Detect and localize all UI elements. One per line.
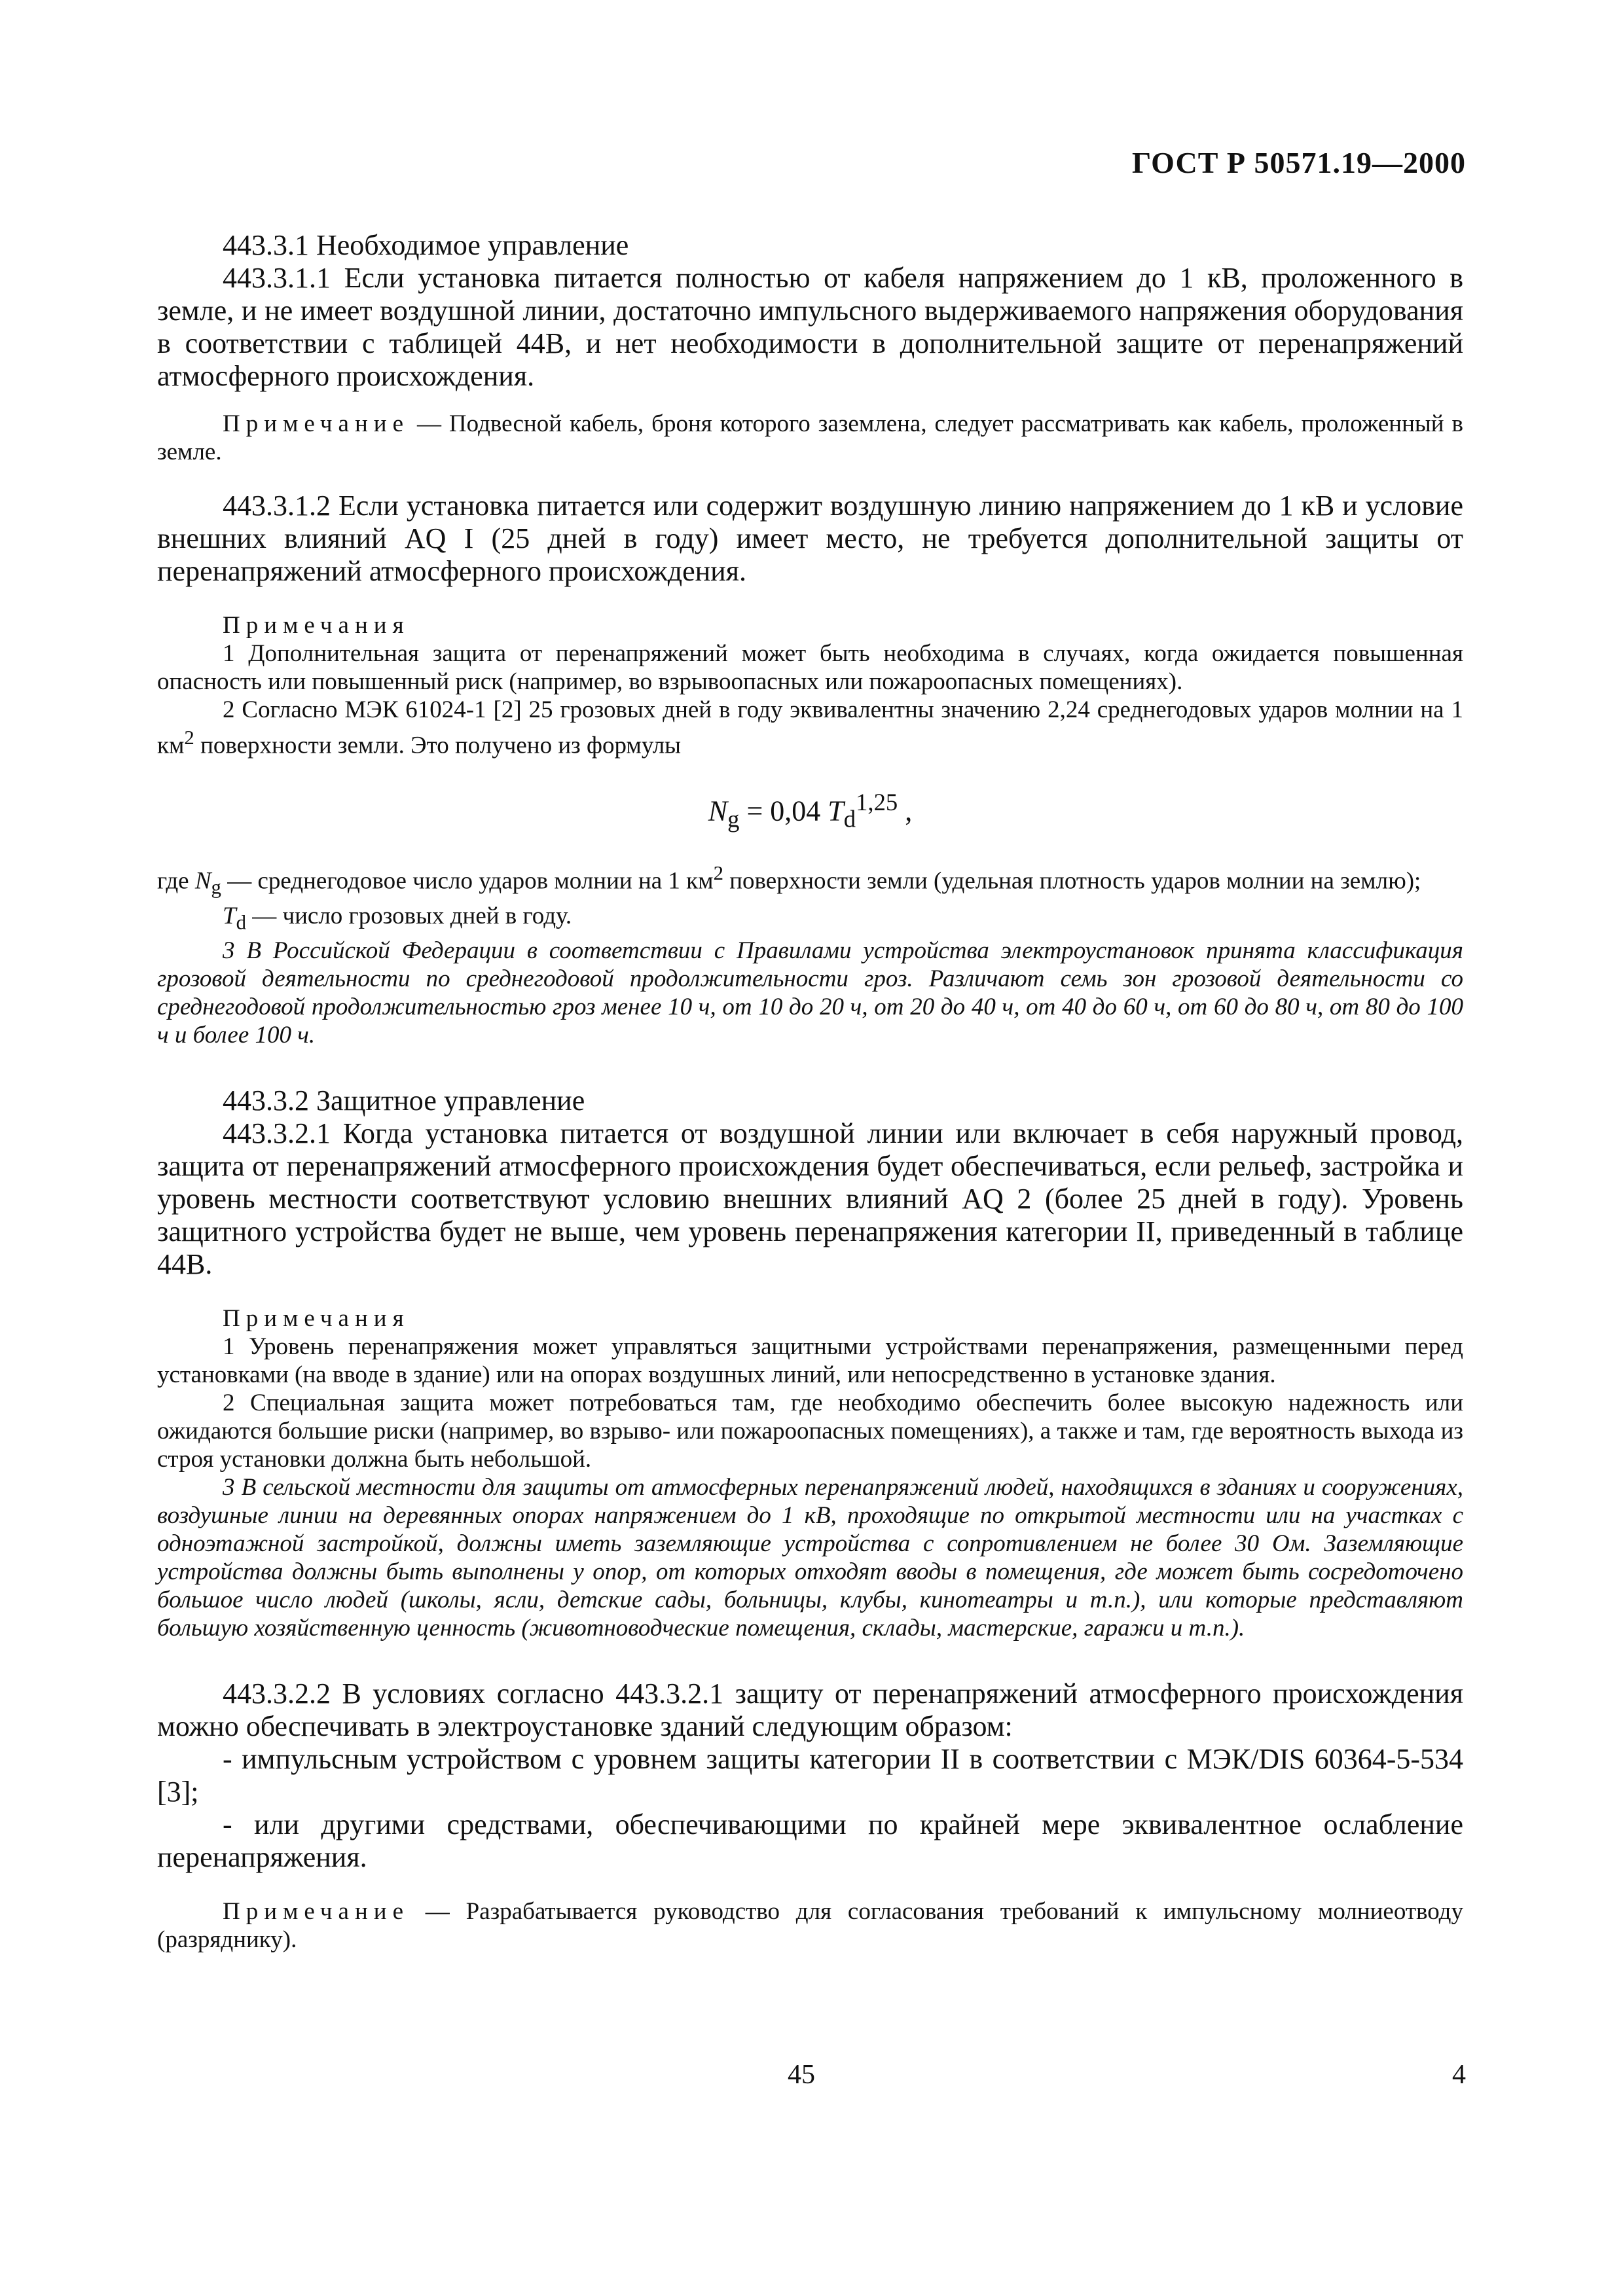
document-body bbox=[157, 229, 1463, 1954]
list-item: - импульсным устройством с уровнем защиты категории II в соответствии с МЭК/DIS 60364-5-534 [3]; bbox=[157, 1742, 1463, 1808]
sheet-number: 4 bbox=[1452, 2060, 1466, 2090]
note-item-2: 2 Согласно МЭК 61024-1 [2] 25 грозовых дней в году эквивалентны значению 2,24 среднегодовых ударов молнии на 1 $км^2$ поверхности земли. Это получено из формулы bbox=[157, 696, 1463, 759]
notes-label: Примечания bbox=[223, 612, 410, 639]
note-text: — Разрабатывается руководство для согласования требований к импульсному молниеотводу (разряднику). bbox=[157, 1897, 1463, 1953]
formula-definition-ng: где $N_g$ — среднегодовое число ударов молнии на 1 $км^2$ поверхности земли (удельная плотность ударов молнии на землю); bbox=[157, 861, 1421, 899]
note-item-1: 1 Дополнительная защита от перенапряжений может быть необходима в случаях, когда ожидается повышенная опасность или повышенный риск (например, во взрывоопасных или пожароопасных помещениях). bbox=[157, 640, 1463, 695]
note-443-3-1-1 bbox=[157, 410, 1463, 466]
section-heading-443-3-2: 443.3.2 Защитное управление bbox=[223, 1084, 585, 1117]
note-item-3: 3 В сельской местности для защиты от атмосферных перенапряжений людей, находящихся в зданиях и сооружениях, воздушные линии на деревянных опорах напряжением до 1 кВ, проходящие по открытой местности или на участках с одноэтажной застройкой, должны иметь заземляющие устройства с сопротивлением не более 30 Ом. Заземляющие устройства должны быть выполнены у опор, от которых отходят вводы в помещения, где может быть сосредоточено большое число людей (школы, ясли, детские сады, больницы, клубы, кинотеатры и т.п.), или которые представляют большую хозяйственную ценность (животноводческие помещения, склады, мастерские, гаражи и т.п.). bbox=[157, 1473, 1463, 1641]
note-item-2: 2 Специальная защита может потребоваться там, где необходимо обеспечить более высокую надежность или ожидаются большие риски (например, во взрыво- или пожароопасных помещениях), а также и там, где вероятность выхода из строя установки должна быть небольшой. bbox=[157, 1389, 1463, 1473]
page-number: 45 bbox=[788, 2060, 815, 2090]
section-heading-443-3-1: 443.3.1 Необходимое управление bbox=[223, 229, 629, 261]
paragraph-443-3-1-2: 443.3.1.2 Если установка питается или содержит воздушную линию напряжением до 1 кВ и условие внешних влияний AQ I (25 дней в году) имеет место, не требуется дополнительной защиты от перенапряжений атмосферного происхождения. bbox=[157, 490, 1463, 587]
note-label: Примечание bbox=[223, 1897, 409, 1925]
standard-title: ГОСТ Р 50571.19—2000 bbox=[1132, 146, 1466, 179]
paragraph-443-3-2-1: 443.3.2.1 Когда установка питается от воздушной линии или включает в себя наружный провод, защита от перенапряжений атмосферного происхождения будет обеспечиваться, если рельеф, застройка и уровень местности соответствуют условию внешних влияний AQ 2 (более 25 дней в году). Уровень защитного устройства будет не выше, чем уровень перенапряжения категории II, приведенный в таблице 44В. bbox=[157, 1117, 1463, 1280]
note-443-3-2-2 bbox=[157, 1897, 1463, 1954]
formula-definition-td: $T_d$ — число грозовых дней в году. bbox=[223, 902, 572, 933]
notes-label: Примечания bbox=[223, 1304, 410, 1332]
note-item-1: 1 Уровень перенапряжения может управляться защитными устройствами перенапряжения, размещенными перед установками (на вводе в здание) или на опорах воздушных линий, или непосредственно в установке здания. bbox=[157, 1333, 1463, 1388]
paragraph-443-3-2-2: 443.3.2.2 В условиях согласно 443.3.2.1 защиту от перенапряжений атмосферного происхождения можно обеспечивать в электроустановке зданий следующим образом: bbox=[157, 1677, 1463, 1742]
note-item-3: 3 В Российской Федерации в соответствии с Правилами устройства электроустановок принята классификация грозовой деятельности по среднегодовой продолжительности гроз. Различают семь зон грозовой деятельности со среднегодовой продолжительностью гроз менее 10 ч, от 10 до 20 ч, от 20 до 40 ч, от 40 до 60 ч, от 60 до 80 ч, от 80 до 100 ч и более 100 ч. bbox=[157, 937, 1463, 1049]
lightning-density-formula: $N_g = 0,04$ $T_d^{1,25}$ , bbox=[708, 789, 913, 833]
list-item: - или другими средствами, обеспечивающими по крайней мере эквивалентное ослабление перенапряжения. bbox=[157, 1808, 1463, 1873]
note-text: — Подвесной кабель, броня которого заземлена, следует рассматривать как кабель, проложенный в земле. bbox=[157, 410, 1463, 465]
paragraph-443-3-1-1: 443.3.1.1 Если установка питается полностью от кабеля напряжением до 1 кВ, проложенного в земле, и не имеет воздушной линии, достаточно импульсного выдерживаемого напряжения оборудования в соответствии с таблицей 44В, и нет необходимости в дополнительной защите от перенапряжений атмосферного происхождения. bbox=[157, 262, 1463, 392]
note-label: Примечание bbox=[223, 410, 409, 437]
